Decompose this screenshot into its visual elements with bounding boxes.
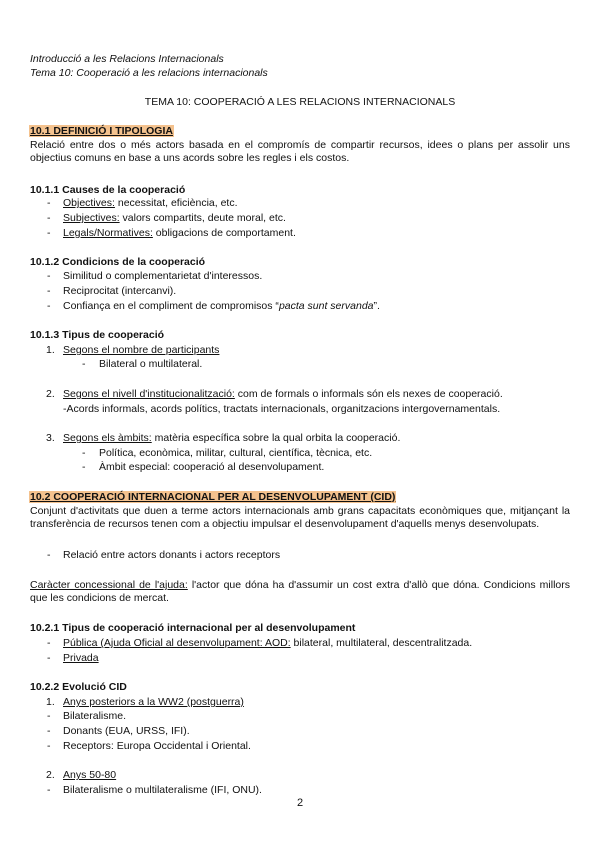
section-heading-10-2-text: 10.2 COOPERACIÓ INTERNACIONAL PER AL DESENVOLUPAMENT (CID): [30, 491, 396, 503]
list-item: -: [47, 270, 51, 282]
sub-list-item-text: Bilateral o multilateral.: [99, 358, 203, 370]
header-topic: Tema 10: Cooperació a les relacions internacionals: [30, 67, 268, 79]
list-item-text: Similitud o complementarietat d'interessos.: [63, 270, 263, 282]
numbered-item-label: Segons el nivell d'institucionalització:: [63, 388, 235, 400]
list-item-text: [63, 227, 296, 240]
list-item-label: Objectives:: [63, 197, 115, 209]
numbered-item-marker: 1.: [46, 696, 55, 708]
numbered-item-desc: matèria específica sobre la qual orbita la cooperació.: [151, 432, 401, 444]
section-heading-10-2: [29, 491, 396, 504]
list-item-text: [63, 197, 238, 210]
sub-list-item: -: [82, 358, 86, 370]
list-item: -: [47, 549, 51, 561]
list-item-label: Legals/Normatives:: [63, 227, 153, 239]
sub-list-item: -: [82, 447, 86, 459]
concessional-text: l'actor que dóna ha d'assumir un cost extra d'allò que dóna. Condicions millors que les condicions de mercat.: [30, 579, 570, 604]
list-item: -: [47, 637, 51, 649]
concessional-label: Caràcter concessional de l'ajuda:: [30, 579, 188, 591]
list-item-text: Bilateralisme.: [63, 710, 127, 722]
numbered-item-label: Segons el nombre de participants: [63, 344, 220, 356]
numbered-item-text: [63, 388, 503, 401]
list-item: -: [47, 784, 51, 796]
list-item-desc: necessitat, eficiència, etc.: [114, 197, 238, 209]
list-item: -: [47, 725, 51, 737]
concessional-paragraph: [30, 579, 570, 605]
list-item-text: Donants (EUA, URSS, IFI).: [63, 725, 190, 737]
numbered-item-label: Segons els àmbits:: [63, 432, 152, 444]
list-item-text: Receptors: Europa Occidental i Oriental.: [63, 740, 251, 752]
page-number: 2: [296, 797, 304, 809]
list-item-text: Reciprocitat (intercanvi).: [63, 285, 177, 297]
list-item: -: [47, 710, 51, 722]
list-item: -: [47, 300, 51, 312]
section-heading-10-1-text: 10.1 DEFINICIÓ I TIPOLOGIA: [30, 125, 173, 137]
numbered-item-sub: -Acords informals, acords polítics, tractats internacionals, organitzacions intergovernamentals.: [63, 403, 501, 415]
list-item-text: [63, 212, 286, 225]
list-item-text: [63, 637, 472, 650]
numbered-item-label: Anys posteriors a la WW2 (postguerra): [63, 696, 244, 708]
list-item-desc: valors compartits, deute moral, etc.: [119, 212, 286, 224]
list-item-label: Subjectives:: [63, 212, 120, 224]
definition-cooperation: Relació entre dos o més actors basada en el compromís de compartir recursos, idees o plans per assolir uns objectius comuns en base a uns acords sobre les regles i els costos.: [30, 139, 570, 164]
list-item-desc: obligacions de comportament.: [152, 227, 296, 239]
list-item: -: [47, 227, 51, 239]
list-item: -: [47, 652, 51, 664]
list-item-end: ”.: [373, 300, 380, 312]
list-item-desc: Confiança en el compliment de compromisos “: [63, 300, 279, 312]
subsection-heading-10-1-3: 10.1.3 Tipus de cooperació: [30, 329, 165, 341]
list-item-label: Pública (Ajuda Oficial al desenvolupament: AOD:: [63, 637, 291, 649]
numbered-item-label: Anys 50-80: [63, 769, 117, 781]
list-item-text: [63, 300, 380, 313]
list-item: -: [47, 212, 51, 224]
sub-list-item-text: Àmbit especial: cooperació al desenvolupament.: [99, 461, 325, 473]
sub-list-item: -: [82, 461, 86, 473]
latin-phrase: pacta sunt servanda: [278, 300, 374, 312]
list-item: -: [47, 197, 51, 209]
numbered-item-text: [63, 432, 400, 445]
subsection-heading-10-2-2: 10.2.2 Evolució CID: [30, 681, 127, 693]
numbered-item-desc: com de formals o informals són els nexes de cooperació.: [234, 388, 503, 400]
list-item: -: [47, 285, 51, 297]
numbered-item-marker: 2.: [46, 769, 55, 781]
subsection-heading-10-1-1: 10.1.1 Causes de la cooperació: [30, 184, 186, 196]
numbered-item-marker: 1.: [46, 344, 55, 356]
header-course: Introducció a les Relacions Internacionals: [30, 53, 224, 65]
list-item-desc: bilateral, multilateral, descentralitzada.: [290, 637, 473, 649]
page-title: TEMA 10: COOPERACIÓ A LES RELACIONS INTERNACIONALS: [144, 96, 456, 108]
numbered-item-marker: 2.: [46, 388, 55, 400]
list-item-text: Bilateralisme o multilateralisme (IFI, ONU).: [63, 784, 262, 796]
numbered-item-marker: 3.: [46, 432, 55, 444]
definition-cid: Conjunt d'activitats que duen a terme actors internacionals amb grans capacitats econòmiques que, mitjançant la transferència de recursos tenen com a objectiu impulsar el desenvolupament d'aquells menys desenvolupats.: [30, 505, 570, 530]
list-item: -: [47, 740, 51, 752]
sub-list-item-text: Política, econòmica, militar, cultural, científica, tècnica, etc.: [99, 447, 373, 459]
subsection-heading-10-1-2: 10.1.2 Condicions de la cooperació: [30, 256, 206, 268]
subsection-heading-10-2-1: 10.2.1 Tipus de cooperació internacional per al desenvolupament: [30, 622, 356, 634]
list-item-text: Relació entre actors donants i actors receptors: [63, 549, 281, 561]
section-heading-10-1: [29, 125, 174, 138]
list-item-label: Privada: [63, 652, 99, 664]
